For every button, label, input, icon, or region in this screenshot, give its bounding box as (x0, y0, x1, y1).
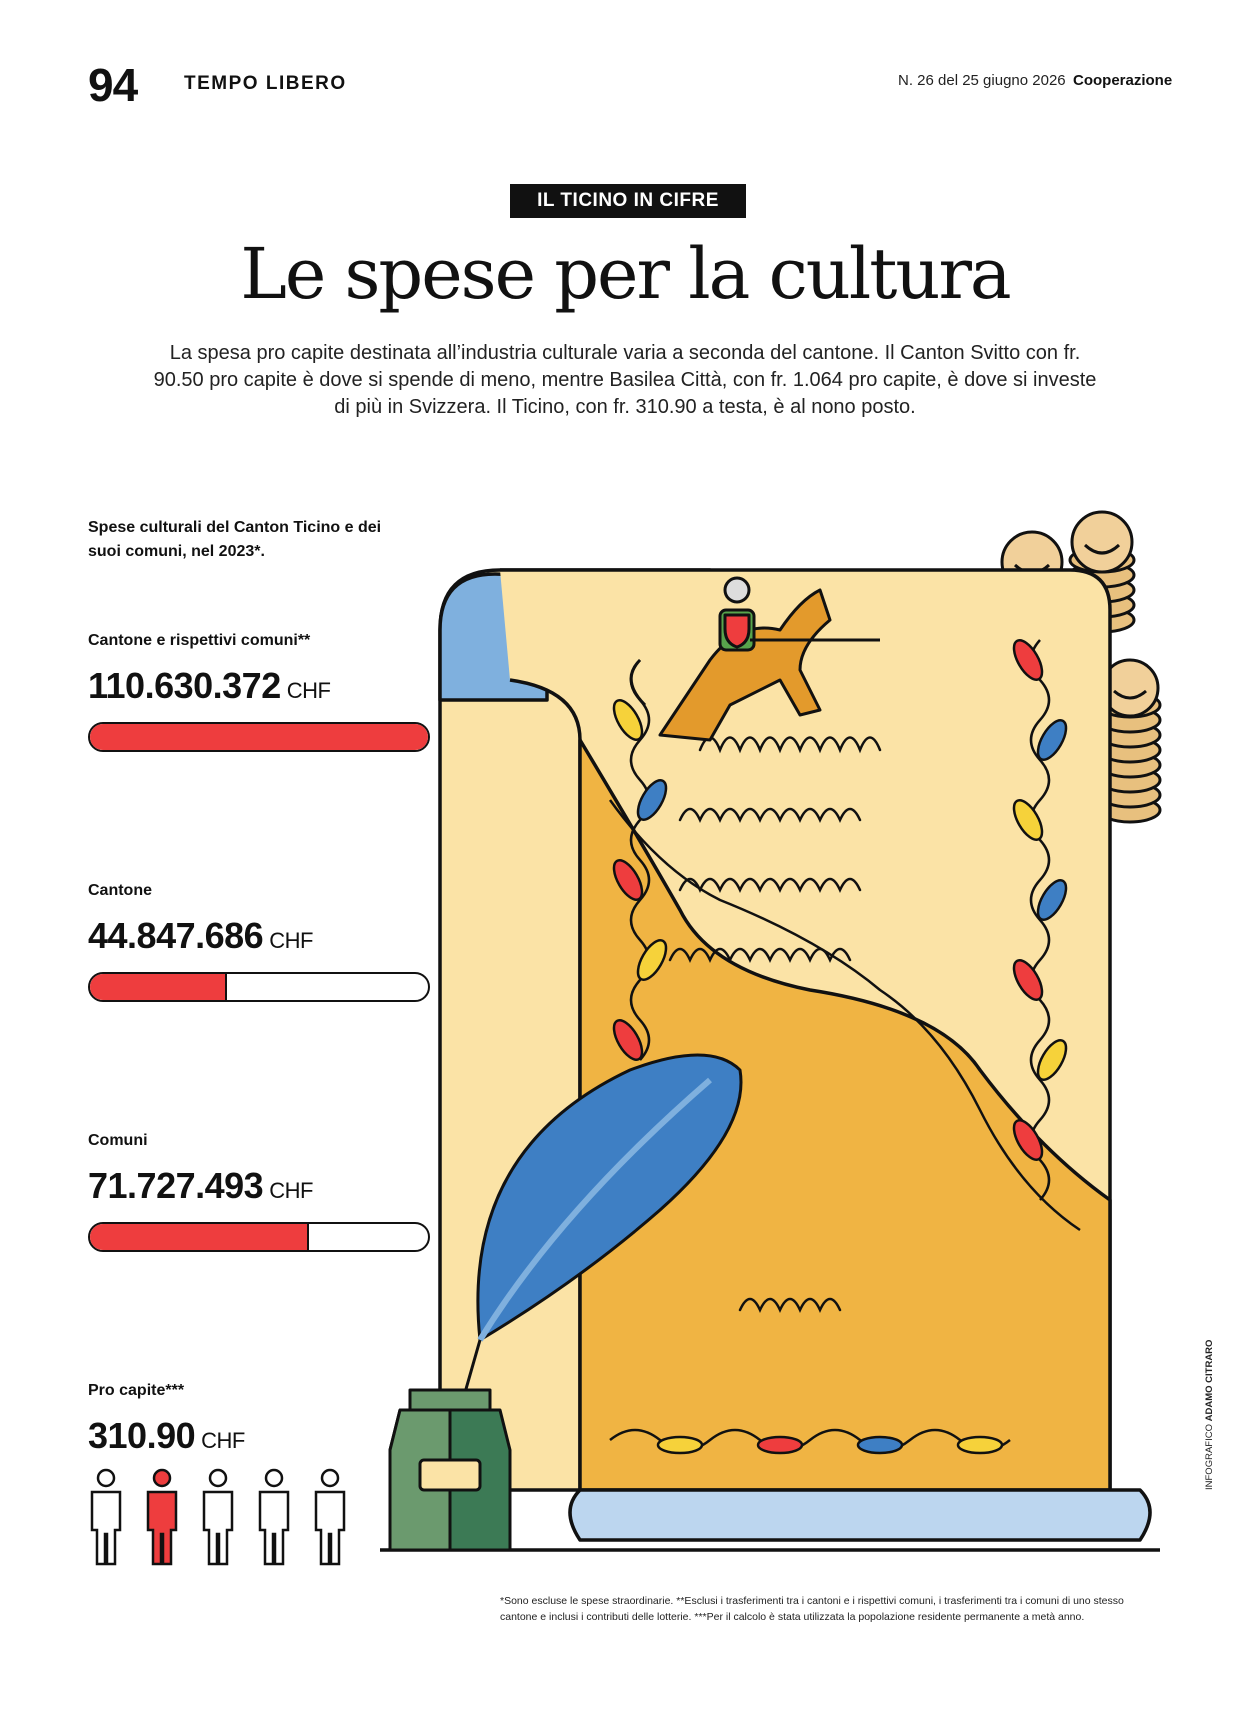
credit-prefix: INFOGRAFICO (1204, 1424, 1215, 1490)
chart-title: Spese culturali del Canton Ticino e dei suoi comuni, nel 2023*. (88, 519, 382, 560)
people-pictogram (88, 1468, 358, 1568)
value-unit: CHF (201, 1428, 245, 1453)
bar-fill (90, 974, 227, 1000)
page-title: Le spese per la cultura (240, 233, 1010, 315)
ink-bottle-icon (390, 1390, 510, 1550)
series-label-total: Cantone e rispettivi comuni** (88, 632, 311, 649)
bar-fill (90, 724, 428, 750)
bar-comuni (88, 1222, 430, 1252)
kicker-label: IL TICINO IN CIFRE (510, 184, 746, 218)
value-number: 71.727.493 (88, 1165, 264, 1206)
footnotes: *Sono escluse le spese straordinarie. **Esclusi i trasferimenti tra i cantoni e i rispettivi comuni, i trasferimenti tra i comuni di uno stesso cantone e inclusi i contributi delle lotterie. ***Per il calcolo è stata utilizzata la popolazione residente permanente a metà anno. (500, 1595, 1124, 1623)
bar-fill (90, 1224, 309, 1250)
issue-info: N. 26 del 25 giugno 2026 (898, 72, 1066, 89)
brand-name: Cooperazione (1073, 72, 1173, 89)
value-unit: CHF (269, 1178, 313, 1203)
bar-total (88, 722, 430, 752)
series-value-total (88, 665, 331, 706)
lead-paragraph: La spesa pro capite destinata all’industria culturale varia a seconda del cantone. Il Canton Svitto con fr. 90.50 pro capite è dove si spende di meno, mentre Basilea Città, con fr. 1.064 pro capite, è dove si investe di più in Svizzera. Il Ticino, con fr. 310.90 a testa, è al nono posto. (153, 342, 1097, 418)
series-label-cantone: Cantone (88, 882, 152, 899)
person-icon (148, 1470, 176, 1564)
infographic-credit (1204, 1340, 1215, 1490)
page-number: 94 (88, 59, 138, 111)
series-value-cantone (88, 915, 313, 956)
bar-cantone (88, 972, 430, 1002)
person-icon (260, 1470, 288, 1564)
series-value-comuni (88, 1165, 313, 1206)
credit-author: ADAMO CITRARO (1204, 1339, 1215, 1422)
per-capita-label: Pro capite*** (88, 1382, 185, 1399)
value-unit: CHF (286, 678, 331, 703)
value-number: 310.90 (88, 1415, 196, 1456)
section-name: TEMPO LIBERO (184, 73, 347, 94)
per-capita-value (88, 1415, 245, 1456)
value-number: 44.847.686 (88, 915, 264, 956)
value-number: 110.630.372 (88, 665, 281, 706)
series-label-comuni: Comuni (88, 1132, 148, 1149)
scroll-illustration (380, 510, 1180, 1570)
person-icon (316, 1470, 344, 1564)
value-unit: CHF (269, 928, 313, 953)
person-icon (204, 1470, 232, 1564)
person-icon (92, 1470, 120, 1564)
